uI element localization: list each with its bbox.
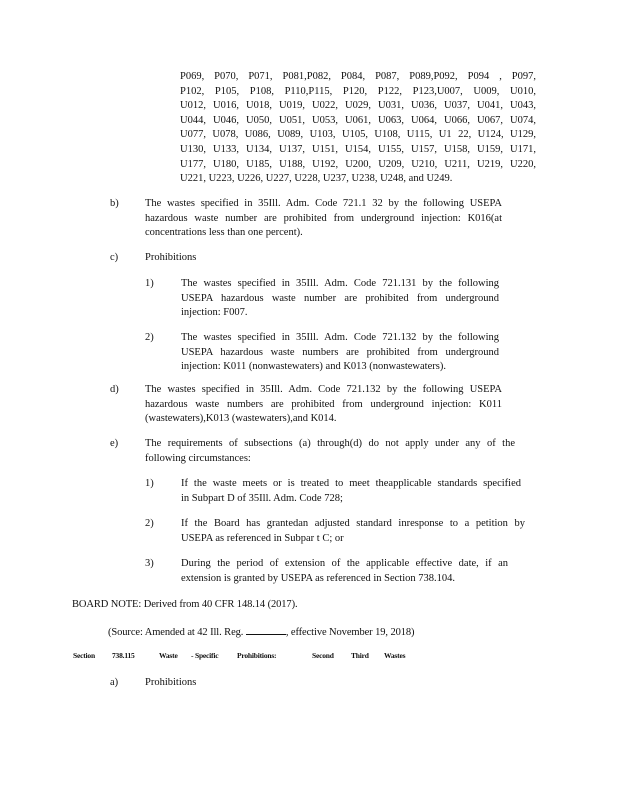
sub-e3-line: extension is granted by USEPA as referenced in Section 738.104. xyxy=(181,572,456,584)
sub-label-c1: 1) xyxy=(145,278,154,289)
item-label-d: d) xyxy=(110,384,119,395)
waste-code-list xyxy=(180,70,536,187)
item-d-text xyxy=(145,383,502,427)
sub-e2-line: USEPA as referenced in Subpar t C; or xyxy=(181,532,344,544)
item-b-line: concentrations less than one percent). xyxy=(145,227,303,238)
sub-e1-line: in Subpart D of 35Ill. Adm. Code 728; xyxy=(181,492,343,504)
item-c-title: Prohibitions xyxy=(145,252,197,263)
item-d-line: (wastewaters),K013 (wastewaters),and K014. xyxy=(145,413,337,424)
source-prefix: (Source: Amended at 42 Ill. Reg. xyxy=(108,627,244,638)
item-b-line: The wastes specified in 35Ill. Adm. Code 721.1 32 by the following USEPA xyxy=(145,198,502,209)
sub-c1-line: The wastes specified in 35Ill. Adm. Code 721.131 by the following xyxy=(181,278,499,289)
source-suffix: , effective November 19, 2018) xyxy=(285,627,415,638)
sub-e1-line: If the waste meets or is treated to meet theapplicable standards specified xyxy=(181,478,521,489)
sub-label-e1: 1) xyxy=(145,478,154,489)
item-d-line: The wastes specified in 35Ill. Adm. Code 721.132 by the following USEPA xyxy=(145,384,502,395)
sub-e2-text xyxy=(181,517,525,546)
sub-label-c2: 2) xyxy=(145,332,154,343)
waste-code-line: U130, U133, U134, U137, U151, U154, U155, U157, U158, U159, U171, xyxy=(180,143,536,155)
sub-label-e3: 3) xyxy=(145,558,154,569)
next-item-label: a) xyxy=(110,677,119,688)
sub-c2-line: USEPA hazardous waste numbers are prohibited from underground xyxy=(181,346,499,358)
item-d-line: hazardous waste numbers are prohibited from underground injection: K011 xyxy=(145,398,502,410)
sub-e3-line: During the period of extension of the applicable effective date, if an xyxy=(181,558,508,569)
waste-code-line: U044, U046, U050, U051, U053, U061, U063, U064, U066, U067, U074, xyxy=(180,114,536,126)
item-label-e: e) xyxy=(110,438,119,449)
sub-e1-text xyxy=(181,477,521,506)
waste-code-line: P069, P070, P071, P081,P082, P084, P087, P089,P092, P094 , P097, xyxy=(180,71,536,82)
board-note: BOARD NOTE: Derived from 40 CFR 148.14 (2017). xyxy=(72,599,298,610)
section-word: Section xyxy=(73,651,95,660)
source-blank-line xyxy=(246,624,286,635)
waste-code-line: U221, U223, U226, U227, U228, U237, U238, U248, and U249. xyxy=(180,173,453,185)
item-e-text xyxy=(145,437,515,466)
sub-c2-line: The wastes specified in 35Ill. Adm. Code 721.132 by the following xyxy=(181,332,499,343)
source-line xyxy=(108,624,414,640)
sub-c2-text xyxy=(181,331,499,375)
next-item-title: Prohibitions xyxy=(145,677,197,688)
waste-code-line: P102, P105, P108, P110,P115, P120, P122, P123,U007, U009, U010, xyxy=(180,85,536,97)
sub-e2-line: If the Board has grantedan adjusted standard inresponse to a petition by xyxy=(181,518,525,529)
item-b-text xyxy=(145,197,502,241)
waste-code-line: U012, U016, U018, U019, U022, U029, U031, U036, U037, U041, U043, xyxy=(180,100,536,112)
item-b-line: hazardous waste number are prohibited from underground injection: K016(at xyxy=(145,212,502,224)
section-title-part: Second xyxy=(312,651,334,660)
section-title-part: Third xyxy=(351,651,369,660)
section-title-part: - Specific xyxy=(191,651,219,660)
section-title-part: Prohibitions: xyxy=(237,651,277,660)
sub-c2-line: injection: K011 (nonwastewaters) and K013 (nonwastewaters). xyxy=(181,361,446,372)
waste-code-line: U177, U180, U185, U188, U192, U200, U209, U210, U211, U219, U220, xyxy=(180,158,536,170)
item-label-c: c) xyxy=(110,252,119,263)
item-label-b: b) xyxy=(110,198,119,209)
section-title-part: Wastes xyxy=(384,651,406,660)
sub-c1-text xyxy=(181,277,499,321)
sub-c1-line: injection: F007. xyxy=(181,307,248,318)
sub-c1-line: USEPA hazardous waste number are prohibited from underground xyxy=(181,292,499,304)
section-title-part: Waste xyxy=(159,651,178,660)
item-e-line: The requirements of subsections (a) through(d) do not apply under any of the xyxy=(145,438,515,449)
waste-code-line: U077, U078, U086, U089, U103, U105, U108, U115, U1 22, U124, U129, xyxy=(180,129,536,141)
item-e-line: following circumstances: xyxy=(145,452,251,464)
section-number: 738.115 xyxy=(112,651,135,660)
sub-e3-text xyxy=(181,557,508,586)
sub-label-e2: 2) xyxy=(145,518,154,529)
